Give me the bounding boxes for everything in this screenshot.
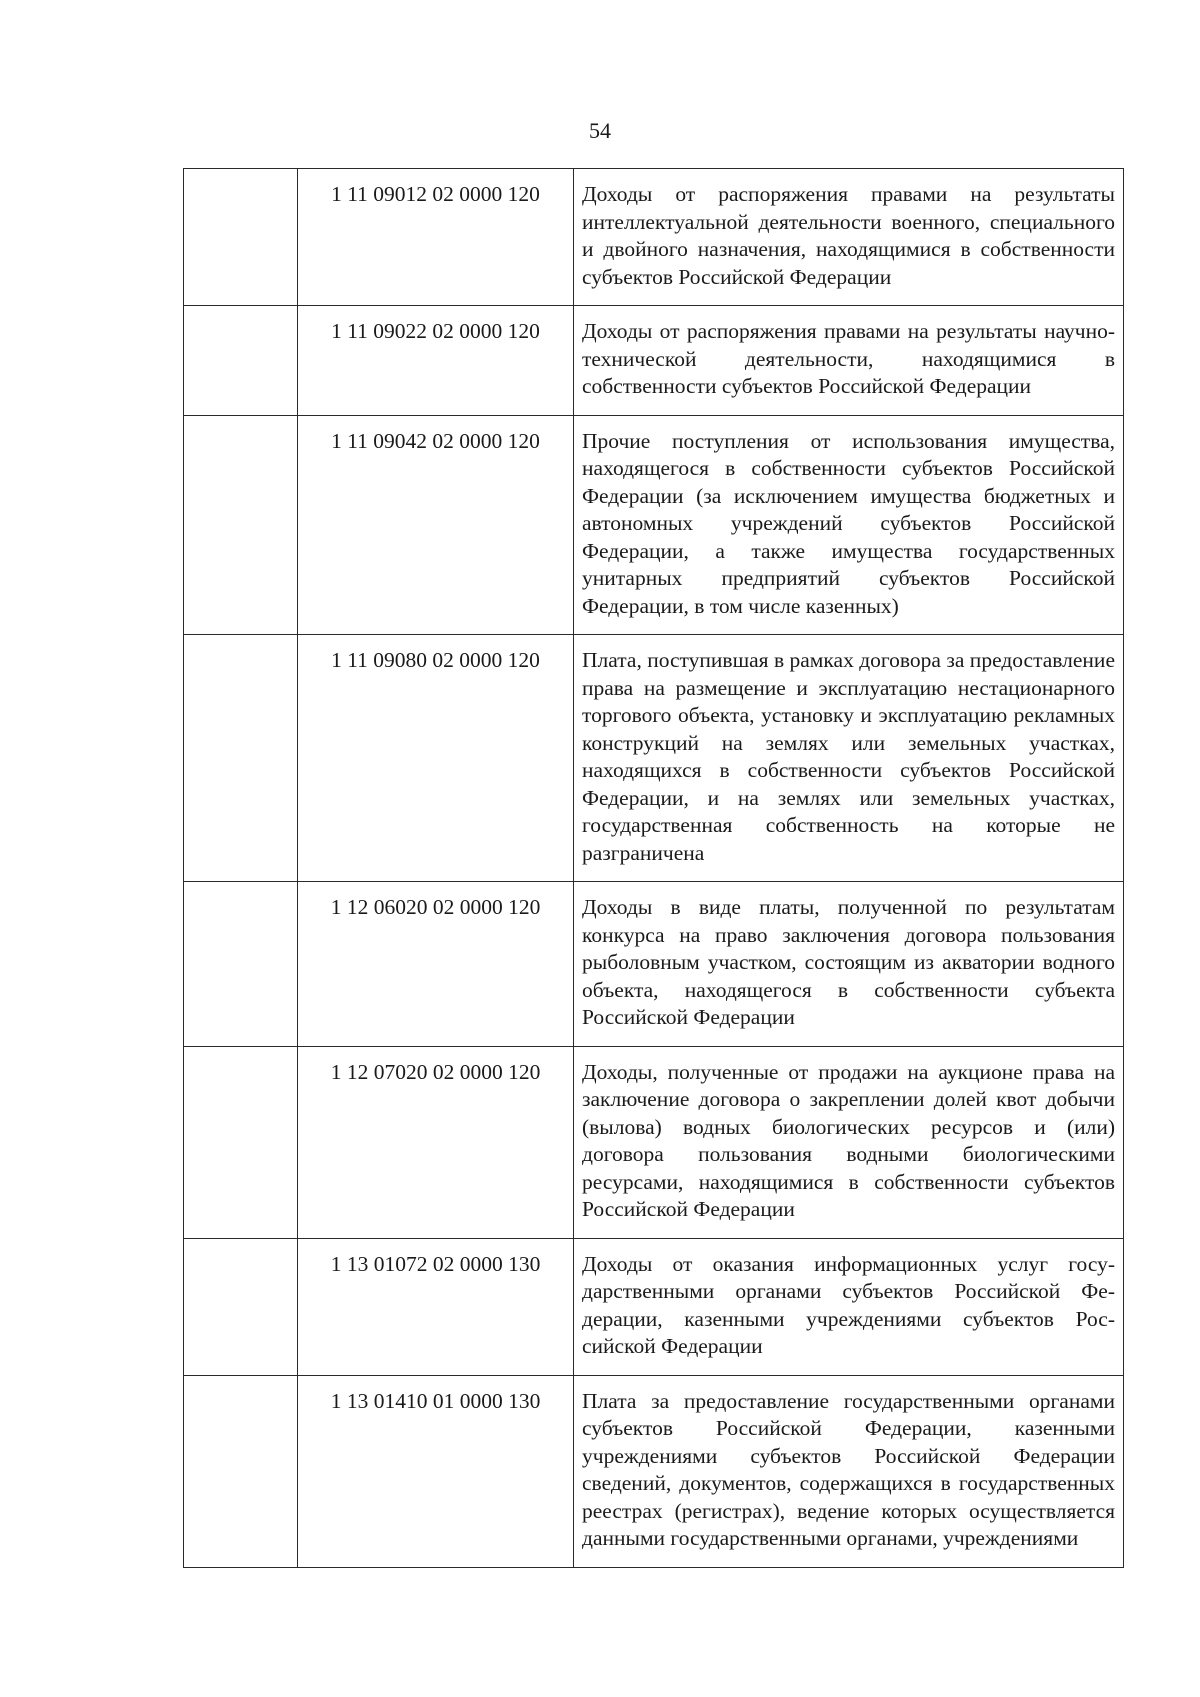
table-row	[184, 1046, 1124, 1238]
description-cell: Доходы от распоряжения правами на результаты научно-технической деятельности, находящимися в собственности субъектов Российской Федерации	[574, 306, 1124, 416]
description-cell: Плата за предоставление государственными органами субъектов Российской Федерации, казенными учреждениями субъектов Российской Федерации сведений, документов, содержащихся в государственных реестрах (регистрах), ведение которых осуществляется данными государственными органами, учреждениями	[574, 1375, 1124, 1567]
code-cell: 1 11 09012 02 0000 120	[298, 169, 574, 306]
code-cell: 1 12 06020 02 0000 120	[298, 882, 574, 1047]
table-row	[184, 415, 1124, 635]
code-cell: 1 11 09080 02 0000 120	[298, 635, 574, 882]
empty-cell	[184, 169, 298, 306]
code-cell: 1 12 07020 02 0000 120	[298, 1046, 574, 1238]
table-row	[184, 882, 1124, 1047]
table-row	[184, 169, 1124, 306]
empty-cell	[184, 1375, 298, 1567]
empty-cell	[184, 1046, 298, 1238]
empty-cell	[184, 306, 298, 416]
empty-cell	[184, 1238, 298, 1375]
table-row	[184, 306, 1124, 416]
code-cell: 1 13 01410 01 0000 130	[298, 1375, 574, 1567]
description-cell: Доходы, полученные от продажи на аукционе права на заключение договора о закреплении долей квот добычи (вылова) водных биологических ресурсов и (или) договора пользования водными биологическими ресурсами, находящимися в собственности субъектов Российской Федерации	[574, 1046, 1124, 1238]
code-cell: 1 11 09022 02 0000 120	[298, 306, 574, 416]
empty-cell	[184, 635, 298, 882]
page-number: 54	[589, 118, 611, 143]
table-row	[184, 635, 1124, 882]
table-row	[184, 1375, 1124, 1567]
description-cell: Доходы от распоряжения правами на результаты интеллектуальной деятельности военного, специального и двойного назначения, находящимися в собственности субъектов Российской Федерации	[574, 169, 1124, 306]
description-cell: Прочие поступления от использования имущества, находящегося в собственности субъектов Российской Федерации (за исключением имущества бюджетных и автономных учреждений субъектов Российской Федерации, а также имущества государственных унитарных предприятий субъектов Российской Федерации, в том числе казенных)	[574, 415, 1124, 635]
code-cell: 1 13 01072 02 0000 130	[298, 1238, 574, 1375]
description-cell: Плата, поступившая в рамках договора за предоставление права на размещение и эксплуатацию нестационарного торгового объекта, установку и эксплуатацию рекламных конструкций на землях или земельных участках, находящихся в собственности субъектов Российской Федерации, и на землях или земельных участках, государственная собственность на которые не разграничена	[574, 635, 1124, 882]
empty-cell	[184, 882, 298, 1047]
revenue-codes-table	[183, 168, 1124, 1568]
code-cell: 1 11 09042 02 0000 120	[298, 415, 574, 635]
table-row	[184, 1238, 1124, 1375]
description-cell: Доходы от оказания информационных услуг государственными органами субъектов Российской Федерации, казенными учреждениями субъектов Российской Федерации	[574, 1238, 1124, 1375]
empty-cell	[184, 415, 298, 635]
description-cell: Доходы в виде платы, полученной по результатам конкурса на право заключения договора пользования рыболовным участком, состоящим из акватории водного объекта, находящегося в собственности субъекта Российской Федерации	[574, 882, 1124, 1047]
